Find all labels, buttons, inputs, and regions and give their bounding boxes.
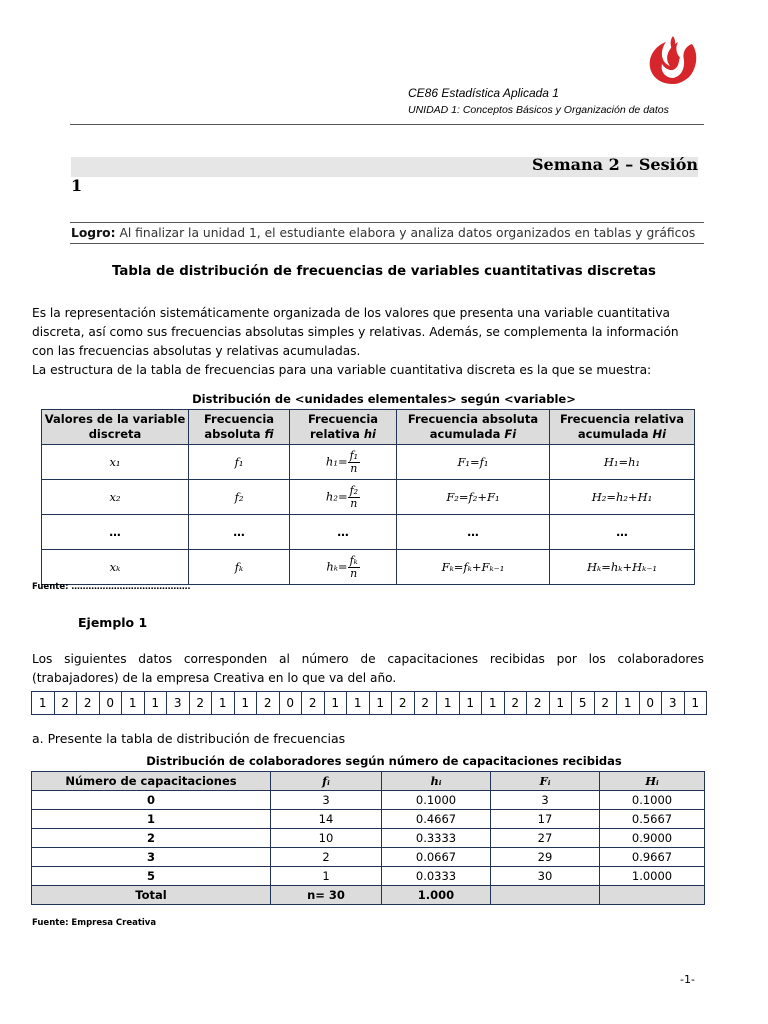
data-cell: 2: [527, 692, 550, 714]
data-cell: 1: [32, 692, 55, 714]
cell-f: …: [189, 515, 290, 550]
table-row: [32, 848, 705, 867]
header-divider: [70, 124, 704, 125]
data-cell: 2: [595, 692, 618, 714]
cell-fi: 1: [271, 867, 382, 886]
col-header-fi: Frecuencia absoluta fi: [189, 410, 290, 445]
data-cell: 0: [640, 692, 663, 714]
cell-hi: 0.4667: [382, 810, 491, 829]
cell-Fi: 27: [491, 829, 600, 848]
data-cell: 5: [572, 692, 595, 714]
data-cell: 1: [482, 692, 505, 714]
table-row: [32, 791, 705, 810]
col-header-Fi: Frecuencia absoluta acumulada Fi: [397, 410, 550, 445]
data-cell: 1: [691, 696, 700, 710]
data-cell: 3: [662, 692, 685, 714]
cell-F: Fₖ=fₖ+Fₖ₋₁: [397, 550, 550, 585]
col-header-Hi: Frecuencia relativa acumulada Hi: [550, 410, 695, 445]
cell-fi: 10: [271, 829, 382, 848]
intro-paragraph: [32, 304, 704, 380]
cell-fi: 3: [271, 791, 382, 810]
data-cell: 2: [392, 692, 415, 714]
cell-H: …: [550, 515, 695, 550]
data-cell: 1: [145, 692, 168, 714]
example-text: Los siguientes datos corresponden al número de capacitaciones recibidas por los colaboradores (trabajadores) de la empresa Creativa en lo que va del año.: [32, 652, 704, 685]
data-cell: 1: [617, 692, 640, 714]
cell-fi: 14: [271, 810, 382, 829]
data-cell: 1: [550, 692, 573, 714]
cell-value: 1: [32, 810, 271, 829]
cell-F: …: [397, 515, 550, 550]
cell-value: 3: [32, 848, 271, 867]
intro-line: Es la representación sistemáticamente organizada de los valores que presenta una variable cuantitativa: [32, 306, 670, 320]
data-cell: 2: [55, 692, 78, 714]
cell-h: hₖ= $\frac{\text{fₖ}}{n}$: [290, 550, 397, 585]
structure-table-source: Fuente: ……………………………………: [32, 582, 191, 592]
cell-total-h: 1.000: [382, 886, 491, 905]
cell-fi: 2: [271, 848, 382, 867]
cell-hi: 0.0667: [382, 848, 491, 867]
cell-total-n: n= 30: [271, 886, 382, 905]
section-title: Tabla de distribución de frecuencias de variables cuantitativas discretas: [112, 264, 656, 279]
table-row: [32, 867, 705, 886]
intro-line: La estructura de la tabla de frecuencias para una variable cuantitativa discreta es la que se muestra:: [32, 363, 652, 377]
intro-line: con las frecuencias absolutas y relativas acumuladas.: [32, 344, 361, 358]
structure-table: [41, 409, 695, 585]
data-cell: 0: [100, 692, 123, 714]
table-row: [42, 445, 695, 480]
cell-h: h₂= $\frac{\text{f₂}}{n}$: [290, 480, 397, 515]
cell-f: f₁: [189, 445, 290, 480]
session-title-wrap: 1: [71, 176, 83, 195]
course-title: CE86 Estadística Aplicada 1: [408, 86, 559, 100]
data-cell: 0: [280, 692, 303, 714]
cell-f: fₖ: [189, 550, 290, 585]
cell-f: f₂: [189, 480, 290, 515]
col-header-Fi: Fᵢ: [491, 772, 600, 791]
cell-H: Hₖ=hₖ+Hₖ₋₁: [550, 550, 695, 585]
logro-label: Logro:: [71, 226, 116, 240]
cell-x: xₖ: [42, 550, 189, 585]
freq-table-caption: Distribución de colaboradores según número de capacitaciones recibidas: [146, 754, 622, 768]
cell-x: …: [42, 515, 189, 550]
cell-x: x₁: [42, 445, 189, 480]
unit-title: UNIDAD 1: Conceptos Básicos y Organización de datos: [408, 104, 669, 116]
col-header-capacitaciones: Número de capacitaciones: [32, 772, 271, 791]
session-title: Semana 2 – Sesión: [532, 155, 698, 174]
cell-value: 2: [32, 829, 271, 848]
data-cell: 1: [370, 692, 393, 714]
page-number: -1-: [680, 973, 695, 986]
data-cell: 3: [167, 692, 190, 714]
col-header-fi: fᵢ: [271, 772, 382, 791]
cell-value: 0: [32, 791, 271, 810]
cell-h: …: [290, 515, 397, 550]
data-cell: 2: [302, 692, 325, 714]
data-cell: 1: [212, 692, 235, 714]
cell-total-F: [491, 886, 600, 905]
cell-total-H: [600, 886, 705, 905]
part-a-instruction: a. Presente la tabla de distribución de frecuencias: [32, 731, 346, 746]
cell-Fi: 30: [491, 867, 600, 886]
data-cell: 1: [122, 692, 145, 714]
data-cell: 1: [235, 692, 258, 714]
cell-hi: 0.1000: [382, 791, 491, 810]
cell-value: 5: [32, 867, 271, 886]
data-cell: 1: [437, 692, 460, 714]
cell-h: h₁= $\frac{\text{f₁}}{n}$: [290, 445, 397, 480]
table-row: [32, 829, 705, 848]
cell-hi: 0.0333: [382, 867, 491, 886]
data-cell: 1: [347, 692, 370, 714]
col-header-hi: Frecuencia relativa hi: [290, 410, 397, 445]
col-header-Hi: Hᵢ: [600, 772, 705, 791]
structure-table-caption: Distribución de <unidades elementales> según <variable>: [192, 392, 576, 406]
cell-Hi: 0.9667: [600, 848, 705, 867]
cell-Fi: 3: [491, 791, 600, 810]
cell-Hi: 1.0000: [600, 867, 705, 886]
cell-F: F₁=f₁: [397, 445, 550, 480]
logro-bottom-rule: [70, 243, 704, 244]
cell-total-label: Total: [32, 886, 271, 905]
cell-hi: 0.3333: [382, 829, 491, 848]
table-row: [42, 550, 695, 585]
intro-line: discreta, así como sus frecuencias absolutas simples y relativas. Además, se complementa la información: [32, 325, 679, 339]
table-row: [32, 810, 705, 829]
cell-H: H₁=h₁: [550, 445, 695, 480]
data-cell: 2: [505, 692, 528, 714]
col-header-hi: hᵢ: [382, 772, 491, 791]
logro-top-rule: [70, 222, 704, 223]
cell-Fi: 29: [491, 848, 600, 867]
logro-text: Al finalizar la unidad 1, el estudiante elabora y analiza datos organizados en tablas y gráficos: [115, 226, 696, 240]
table-header-row: [32, 772, 705, 791]
raw-data-strip: [31, 691, 707, 715]
table-header-row: [42, 410, 695, 445]
data-cell: 2: [415, 692, 438, 714]
cell-F: F₂=f₂+F₁: [397, 480, 550, 515]
data-cell: 1: [460, 692, 483, 714]
upc-flame-logo-icon: [646, 32, 700, 86]
cell-Hi: 0.5667: [600, 810, 705, 829]
col-header-values: Valores de la variable discreta: [42, 410, 189, 445]
freq-table-source: Fuente: Empresa Creativa: [32, 918, 157, 928]
frequency-table: [31, 771, 705, 905]
cell-Hi: 0.1000: [600, 791, 705, 810]
data-cell: 2: [257, 692, 280, 714]
data-cell: 2: [190, 692, 213, 714]
table-total-row: [32, 886, 705, 905]
cell-Hi: 0.9000: [600, 829, 705, 848]
logro-statement: [71, 226, 711, 240]
data-cell: 2: [77, 692, 100, 714]
cell-x: x₂: [42, 480, 189, 515]
example-title: Ejemplo 1: [78, 615, 148, 630]
table-row: [42, 515, 695, 550]
table-row: [42, 480, 695, 515]
data-cell: 1: [325, 692, 348, 714]
cell-Fi: 17: [491, 810, 600, 829]
cell-H: H₂=h₂+H₁: [550, 480, 695, 515]
